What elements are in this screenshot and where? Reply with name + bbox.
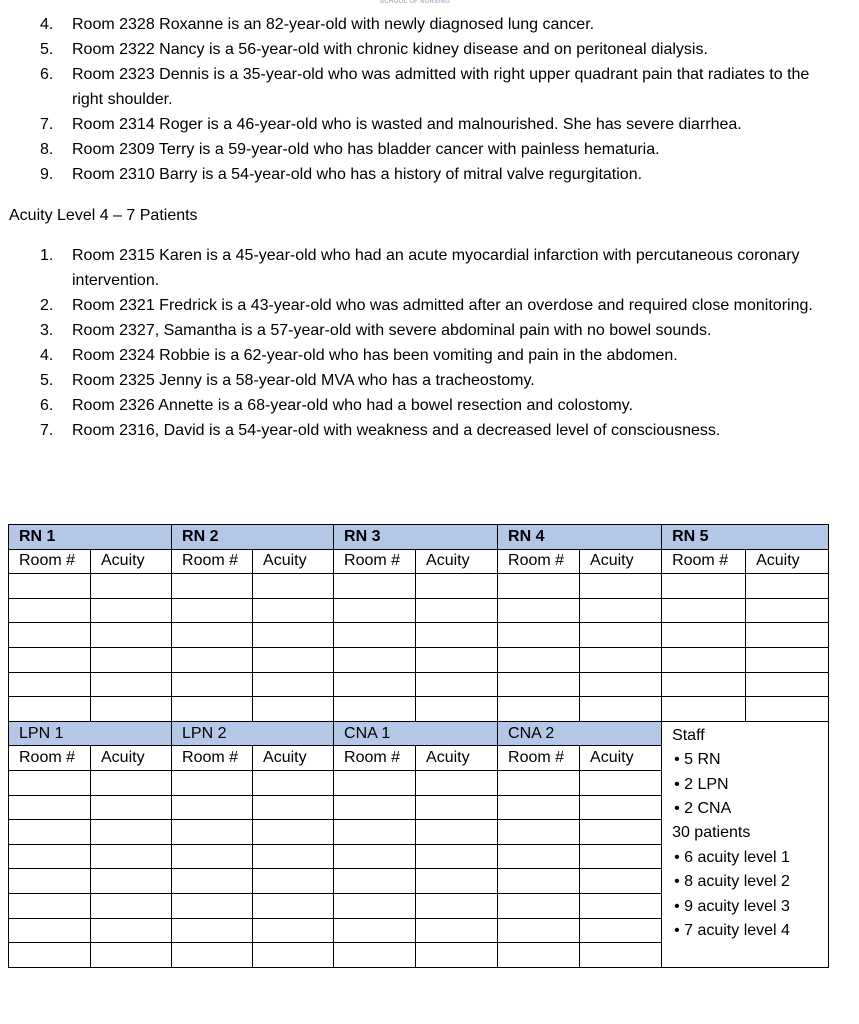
table-cell[interactable] xyxy=(580,943,662,968)
table-cell[interactable] xyxy=(172,820,253,845)
table-cell[interactable] xyxy=(9,672,91,697)
table-cell[interactable] xyxy=(416,869,498,894)
list-text: Room 2309 Terry is a 59-year-old who has bladder cancer with painless hematuria. xyxy=(72,141,660,158)
rn-4-header: RN 4 xyxy=(498,525,662,550)
list-number: 8. xyxy=(40,141,54,158)
table-cell[interactable] xyxy=(9,697,91,722)
table-cell[interactable] xyxy=(416,574,498,599)
table-cell[interactable] xyxy=(580,697,662,722)
table-cell[interactable] xyxy=(334,918,416,943)
table-cell[interactable] xyxy=(662,672,746,697)
list-number: 9. xyxy=(40,166,54,183)
table-cell[interactable] xyxy=(172,647,253,672)
list-text: Room 2314 Roger is a 46-year-old who is wasted and malnourished. She has severe diarrhea. xyxy=(72,116,742,133)
acuity-header: Acuity xyxy=(253,549,334,574)
list-text: Room 2328 Roxanne is an 82-year-old with newly diagnosed lung cancer. xyxy=(72,16,595,33)
lpn-header-row xyxy=(9,721,829,746)
staff-title: Staff xyxy=(672,726,705,744)
table-cell[interactable] xyxy=(253,844,334,869)
table-cell[interactable] xyxy=(91,820,172,845)
table-cell[interactable] xyxy=(91,893,172,918)
assignment-table xyxy=(8,524,829,968)
table-cell[interactable] xyxy=(580,869,662,894)
list-number: 5. xyxy=(40,372,54,389)
rn-3-header: RN 3 xyxy=(334,525,498,550)
list-item xyxy=(0,37,859,62)
room-header: Room # xyxy=(172,549,253,574)
table-cell[interactable] xyxy=(662,574,746,599)
table-cell[interactable] xyxy=(334,869,416,894)
list-text: Room 2325 Jenny is a 58-year-old MVA who has a tracheostomy. xyxy=(72,372,535,389)
table-cell[interactable] xyxy=(662,647,746,672)
section-title-acuity-4-7: Acuity Level 4 – 7 Patients xyxy=(9,207,198,224)
table-cell[interactable] xyxy=(416,697,498,722)
table-cell[interactable] xyxy=(498,647,580,672)
table-cell[interactable] xyxy=(172,943,253,968)
table-cell[interactable] xyxy=(91,770,172,795)
list-text: Room 2321 Fredrick is a 43-year-old who was admitted after an overdose and required close monitoring. xyxy=(72,297,813,314)
table-row xyxy=(9,574,829,599)
list-item xyxy=(0,343,859,368)
table-cell[interactable] xyxy=(253,697,334,722)
table-cell[interactable] xyxy=(334,697,416,722)
list-number: 4. xyxy=(40,347,54,364)
list-item xyxy=(0,418,859,443)
table-cell[interactable] xyxy=(253,672,334,697)
table-cell[interactable] xyxy=(334,844,416,869)
table-cell[interactable] xyxy=(416,844,498,869)
table-cell[interactable] xyxy=(498,697,580,722)
rn-header-row xyxy=(9,525,829,550)
room-header: Room # xyxy=(498,549,580,574)
acuity-item: • 9 acuity level 3 xyxy=(674,897,790,915)
table-cell[interactable] xyxy=(416,893,498,918)
table-cell[interactable] xyxy=(416,647,498,672)
table-cell[interactable] xyxy=(334,795,416,820)
list-number: 1. xyxy=(40,247,54,264)
list-number: 4. xyxy=(40,16,54,33)
table-cell[interactable] xyxy=(172,844,253,869)
table-cell[interactable] xyxy=(91,918,172,943)
table-cell[interactable] xyxy=(172,672,253,697)
list-number: 2. xyxy=(40,297,54,314)
table-cell[interactable] xyxy=(580,574,662,599)
table-cell[interactable] xyxy=(9,598,91,623)
table-row xyxy=(9,672,829,697)
table-cell[interactable] xyxy=(498,795,580,820)
school-header-mark: SCHOOL OF NURSING xyxy=(380,0,450,5)
acuity-item: • 6 acuity level 1 xyxy=(674,848,790,866)
staff-summary xyxy=(662,721,829,967)
room-header: Room # xyxy=(334,746,416,771)
table-cell[interactable] xyxy=(416,795,498,820)
table-cell[interactable] xyxy=(580,623,662,648)
list-item xyxy=(0,162,859,187)
table-cell[interactable] xyxy=(498,770,580,795)
table-cell[interactable] xyxy=(498,672,580,697)
table-cell[interactable] xyxy=(416,820,498,845)
table-cell[interactable] xyxy=(662,598,746,623)
list-number: 6. xyxy=(40,66,54,83)
table-cell[interactable] xyxy=(498,820,580,845)
table-cell[interactable] xyxy=(416,623,498,648)
table-cell[interactable] xyxy=(334,820,416,845)
table-cell[interactable] xyxy=(91,844,172,869)
room-header: Room # xyxy=(9,746,91,771)
table-cell[interactable] xyxy=(91,574,172,599)
cna-2-header: CNA 2 xyxy=(498,721,662,746)
table-cell[interactable] xyxy=(746,647,829,672)
list-item xyxy=(0,293,859,318)
list-item xyxy=(0,112,859,137)
rn-subheader-row xyxy=(9,549,829,574)
table-cell[interactable] xyxy=(91,943,172,968)
table-cell[interactable] xyxy=(334,623,416,648)
list-text: Room 2326 Annette is a 68-year-old who had a bowel resection and colostomy. xyxy=(72,397,633,414)
table-row xyxy=(9,598,829,623)
acuity-header: Acuity xyxy=(580,549,662,574)
list-item xyxy=(0,137,859,162)
table-cell[interactable] xyxy=(746,623,829,648)
table-row xyxy=(9,623,829,648)
table-cell[interactable] xyxy=(9,623,91,648)
list-number: 6. xyxy=(40,397,54,414)
table-cell[interactable] xyxy=(172,770,253,795)
table-cell[interactable] xyxy=(9,844,91,869)
room-header: Room # xyxy=(172,746,253,771)
list-number: 7. xyxy=(40,422,54,439)
table-cell[interactable] xyxy=(91,697,172,722)
table-cell[interactable] xyxy=(580,795,662,820)
table-cell[interactable] xyxy=(253,647,334,672)
table-cell[interactable] xyxy=(9,943,91,968)
table-cell[interactable] xyxy=(172,869,253,894)
table-cell[interactable] xyxy=(580,672,662,697)
table-cell[interactable] xyxy=(416,598,498,623)
table-cell[interactable] xyxy=(334,672,416,697)
list-number: 3. xyxy=(40,322,54,339)
table-cell[interactable] xyxy=(9,893,91,918)
table-cell[interactable] xyxy=(498,598,580,623)
list-number: 5. xyxy=(40,41,54,58)
table-cell[interactable] xyxy=(253,893,334,918)
staff-item: • 5 RN xyxy=(674,751,721,769)
table-cell[interactable] xyxy=(172,623,253,648)
rn-1-header: RN 1 xyxy=(9,525,172,550)
list-item xyxy=(0,12,859,37)
rn-5-header: RN 5 xyxy=(662,525,829,550)
list-text: Room 2315 Karen is a 45-year-old who had an acute myocardial infarction with percutaneous coronary intervention. xyxy=(72,247,800,289)
staff-item: • 2 LPN xyxy=(674,775,729,793)
table-cell[interactable] xyxy=(746,598,829,623)
table-cell[interactable] xyxy=(172,574,253,599)
list-item xyxy=(0,368,859,393)
table-cell[interactable] xyxy=(416,918,498,943)
table-cell[interactable] xyxy=(498,574,580,599)
list-text: Room 2322 Nancy is a 56-year-old with chronic kidney disease and on peritoneal dialysis. xyxy=(72,41,708,58)
room-header: Room # xyxy=(498,746,580,771)
table-cell[interactable] xyxy=(253,598,334,623)
list-number: 7. xyxy=(40,116,54,133)
table-cell[interactable] xyxy=(662,697,746,722)
table-cell[interactable] xyxy=(334,943,416,968)
table-cell[interactable] xyxy=(580,647,662,672)
table-cell[interactable] xyxy=(253,943,334,968)
table-cell[interactable] xyxy=(416,672,498,697)
table-cell[interactable] xyxy=(498,869,580,894)
list-text: Room 2316, David is a 54-year-old with weakness and a decreased level of consciousness. xyxy=(72,422,721,439)
table-cell[interactable] xyxy=(9,820,91,845)
table-cell[interactable] xyxy=(91,869,172,894)
acuity-item: • 8 acuity level 2 xyxy=(674,873,790,891)
table-cell[interactable] xyxy=(334,598,416,623)
table-cell[interactable] xyxy=(253,623,334,648)
patient-list-acuity-4 xyxy=(0,243,859,443)
acuity-header: Acuity xyxy=(91,549,172,574)
table-cell[interactable] xyxy=(172,697,253,722)
table-cell[interactable] xyxy=(253,770,334,795)
table-cell[interactable] xyxy=(91,795,172,820)
table-cell[interactable] xyxy=(172,918,253,943)
table-cell[interactable] xyxy=(416,943,498,968)
table-cell[interactable] xyxy=(91,672,172,697)
table-cell[interactable] xyxy=(253,820,334,845)
patients-total: 30 patients xyxy=(672,824,751,842)
list-item xyxy=(0,243,859,293)
table-cell[interactable] xyxy=(580,844,662,869)
room-header: Room # xyxy=(9,549,91,574)
acuity-header: Acuity xyxy=(746,549,829,574)
list-item xyxy=(0,393,859,418)
acuity-header: Acuity xyxy=(416,549,498,574)
table-cell[interactable] xyxy=(416,770,498,795)
table-cell[interactable] xyxy=(746,672,829,697)
table-row xyxy=(9,647,829,672)
table-cell[interactable] xyxy=(91,623,172,648)
table-cell[interactable] xyxy=(498,844,580,869)
list-item xyxy=(0,62,859,112)
acuity-header: Acuity xyxy=(253,746,334,771)
table-cell[interactable] xyxy=(498,918,580,943)
table-cell[interactable] xyxy=(498,623,580,648)
table-cell[interactable] xyxy=(746,574,829,599)
table-cell[interactable] xyxy=(91,598,172,623)
table-cell[interactable] xyxy=(334,647,416,672)
list-text: Room 2324 Robbie is a 62-year-old who has been vomiting and pain in the abdomen. xyxy=(72,347,678,364)
table-cell[interactable] xyxy=(498,943,580,968)
table-cell[interactable] xyxy=(9,869,91,894)
table-cell[interactable] xyxy=(580,598,662,623)
table-cell[interactable] xyxy=(9,770,91,795)
table-cell[interactable] xyxy=(9,574,91,599)
table-cell[interactable] xyxy=(662,623,746,648)
table-row xyxy=(9,697,829,722)
acuity-header: Acuity xyxy=(416,746,498,771)
table-cell[interactable] xyxy=(253,869,334,894)
table-cell[interactable] xyxy=(253,918,334,943)
table-cell[interactable] xyxy=(9,918,91,943)
room-header: Room # xyxy=(334,549,416,574)
table-cell[interactable] xyxy=(580,918,662,943)
table-cell[interactable] xyxy=(580,820,662,845)
table-cell[interactable] xyxy=(253,795,334,820)
room-header: Room # xyxy=(662,549,746,574)
table-cell[interactable] xyxy=(334,574,416,599)
table-cell[interactable] xyxy=(580,770,662,795)
acuity-item: • 7 acuity level 4 xyxy=(674,922,790,939)
acuity-header: Acuity xyxy=(580,746,662,771)
table-cell[interactable] xyxy=(9,647,91,672)
list-item xyxy=(0,318,859,343)
table-cell[interactable] xyxy=(172,598,253,623)
staff-item: • 2 CNA xyxy=(674,799,732,817)
table-cell[interactable] xyxy=(334,893,416,918)
acuity-header: Acuity xyxy=(91,746,172,771)
lpn-2-header: LPN 2 xyxy=(172,721,334,746)
table-cell[interactable] xyxy=(91,647,172,672)
list-text: Room 2323 Dennis is a 35-year-old who was admitted with right upper quadrant pain that radiates to the right shoulder. xyxy=(72,66,810,108)
cna-1-header: CNA 1 xyxy=(334,721,498,746)
table-cell[interactable] xyxy=(9,795,91,820)
rn-2-header: RN 2 xyxy=(172,525,334,550)
list-text: Room 2327, Samantha is a 57-year-old with severe abdominal pain with no bowel sounds. xyxy=(72,322,712,339)
lpn-1-header: LPN 1 xyxy=(9,721,172,746)
table-cell[interactable] xyxy=(746,697,829,722)
table-cell[interactable] xyxy=(334,770,416,795)
list-text: Room 2310 Barry is a 54-year-old who has a history of mitral valve regurgitation. xyxy=(72,166,643,183)
table-cell[interactable] xyxy=(498,893,580,918)
table-cell[interactable] xyxy=(172,795,253,820)
table-cell[interactable] xyxy=(253,574,334,599)
table-cell[interactable] xyxy=(172,893,253,918)
patient-list-continued xyxy=(0,12,859,187)
table-cell[interactable] xyxy=(580,893,662,918)
